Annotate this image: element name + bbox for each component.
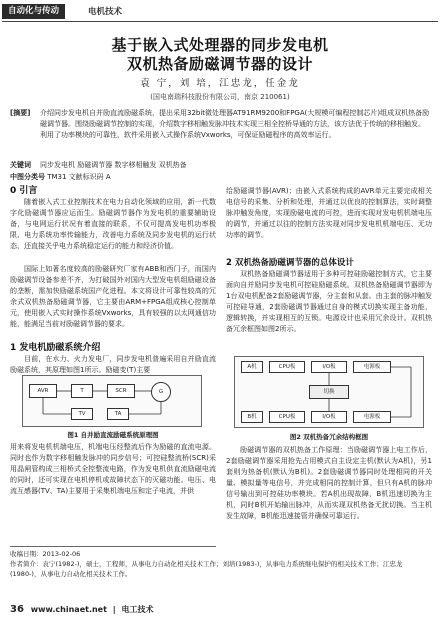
intro-paragraph-1: 随着嵌入式工业控制技术在电力自动化领域的应用，新一代数字化励磁调节器应运而生。励磁调节器作为发电机的重要辅助设备，与电网运行状况有着直接的联系，不仅可提高发电机功率极限、电力系统功率传输能力，改善电力系统及同步发电机的运行状态，还直接关乎电力系统稳定运行的能力和经济价值。 (10, 198, 216, 250)
avr-paragraph: 给励磁调节器(AVR)；由嵌入式系统构成的AVR单元主要完成相关电信号的采集、分析和处理，并通过以优良的控制算法，实时调整脉冲触发角度，实现励磁电流的可控，进而实现对发电机机端电压的调节，并通过以往的控制方法实现对同步发电机机端电压、无功功率的调节。 (226, 187, 432, 239)
io-board-a: I/O板 (311, 361, 347, 373)
power-board-a: 电源板 (353, 361, 391, 373)
footnote-divider (10, 546, 216, 547)
left-column-lower (10, 442, 216, 530)
header-divider (2, 21, 438, 22)
keywords-values: 同步发电机 励磁调节器 数字移相触发 双机热备 (40, 161, 187, 169)
section-excitation-title: 1 发电机励磁系统介绍 (10, 343, 101, 353)
article-title-line1: 基于嵌入式处理器的同步发电机 (111, 36, 329, 54)
design-paragraph: 双机热备励磁调节器适用于多种可控硅励磁控制方式，它主要面向自并励同步发电机可控硅励磁系统。双机热备励磁调节器即为1台双电机配备2套励磁调节器，分主套和从套。由主套的脉冲触发可控硅导通，2套励磁调节器通过自身的模式切换实现主备功能，逻辑转换，并实现相互的互锁。电源设计也采用冗余设计。双机热备冗余框图如图2所示。 (226, 270, 432, 333)
figure-2-diagram (234, 356, 424, 428)
hot-standby-paragraph: 励磁调节器的双机热备工作原理：当励磁调节器上电工作后，2套励磁调节器采用抢先占用模式自主设定主机(默认为A机)，另1套则为热备机(默认为B机)。2套励磁调节器同时处理相同的开关量、模拟量等电信号，并完成相同的控制计算，但只有A机的脉冲信号输出到可控硅功率模块。若A机出现故障，B机迅速切换为主机，同时B机开始输出脉冲，从而实现双机热备无扰切换。当主机发生故障，B机能迅速接管并确保可靠运行。 (226, 446, 432, 520)
intro-paragraph-2: 国际上如著名度较高的励磁研究厂家有ABB和西门子，而国内励磁调节设备参差不齐，为打破国外对国内大型发电机组励磁设备的垄断，需加快励磁系统国产化进程。本文将设计可靠性较高的冗余式双机热备励磁调节器，它主要由ARM+FPGA组成核心控制单元，使用嵌入式实时操作系统Vxworks，具有较强的以太网通信功能，能满足当前对励磁调节器的要求。 (10, 265, 216, 328)
cpu-board-b: CPU板 (269, 411, 305, 423)
column-tag: 自动化与传动 (2, 4, 65, 19)
voltage-transformer-block: TV (71, 408, 93, 420)
authors: 袁 宁，刘 培，江忠龙，任金龙 (140, 78, 300, 89)
page-number: 36 (10, 604, 24, 615)
article-title-line2: 双机热备励磁调节器的设计 (126, 55, 313, 73)
current-transformer-block: TA (107, 408, 129, 420)
abstract-text: 介绍同步发电机自并励直流励磁系统，提出采用32bit微处理器AT91RM9200和FPGA(大规模可编程控制芯片)组成双机热备励磁调节器。围绕励磁调节控制的实现，介绍数字移相触发脉冲技术实现三相全控桥导通的方法，该方法优于传统的移相触发。利用了功率模块的可靠性，软件采用嵌入式操作系统Vxworks，可保证励磁程序的高效率运行。 (40, 109, 430, 139)
classification-values: TM31 文献标识码 A (47, 173, 111, 181)
classification (10, 172, 111, 183)
affiliation: (国电南瑞科技股份有限公司，南京 210061) (150, 93, 290, 101)
abstract-label: [摘要] (10, 109, 31, 117)
figure-2-wires (235, 357, 425, 429)
page-header (0, 0, 440, 22)
figure-1-wires (23, 376, 203, 428)
figure-1-diagram (22, 375, 202, 427)
section-design-title: 2 双机热备励磁调节器的总体设计 (226, 258, 354, 268)
excitation-paragraph-1: 目前，在水力、火力发电厂，同步发电机普遍采用自并励直流励磁系统，其原理如图1所示。励磁变(T)主要 (10, 355, 216, 374)
classification-label: 中图分类号 (10, 173, 45, 181)
avr-block: AVR (29, 384, 57, 398)
switch-block: 切换 (309, 385, 349, 399)
cpu-board-a: CPU板 (269, 361, 305, 373)
received-date: 收稿日期：2013-02-06 (10, 550, 81, 558)
transformer-block: T (71, 384, 93, 398)
power-board-b: 电源板 (353, 411, 391, 423)
section-intro-title: 0 引言 (10, 186, 38, 196)
keywords-label: 关键词 (10, 161, 31, 169)
io-board-b: I/O板 (311, 411, 347, 423)
page-footer: 36 www.chinaet.net | 电工技术 (10, 604, 154, 615)
scr-block: SCR (107, 384, 135, 398)
section-name: 电机技术 (88, 7, 123, 17)
journal-name: 电工技术 (121, 605, 154, 614)
keywords (10, 160, 430, 171)
abstract (10, 108, 430, 139)
figure-2-caption: 图2 双机热备冗余结构框图 (289, 433, 369, 441)
website[interactable]: www.chinaet.net (30, 605, 107, 614)
machine-a-label: A机 (241, 361, 263, 373)
right-column (226, 186, 432, 357)
generator-symbol: G (151, 382, 171, 402)
figure-1-caption: 图1 自并励直流励磁系统原理图 (67, 431, 159, 439)
machine-b-label: B机 (241, 411, 263, 423)
left-column (10, 186, 216, 376)
author-bio: 作者简介：袁宁(1982-)，硕士，工程师，从事电力自动化相关技术工作；刘培(1983-)，从事电力系统继电保护的相关技术工作；江忠龙(1980-)，从事电力自动化相关技术工作。 (10, 560, 403, 578)
excitation-paragraph-2: 用来将发电机机端电压，机端电压经整流后作为励磁的直流电源。同时也作为数字移相触发脉冲的同步信号；可控硅整流桥(SCR)采用晶闸管构成三相桥式全控整流电路，作为发电机供直流励磁电流的同时，还可实现在电机停机或故障状态下的灭磁功能。电压、电流互感器(TV、TA)主要用于采集机端电压和定子电流，并供 (10, 443, 216, 495)
